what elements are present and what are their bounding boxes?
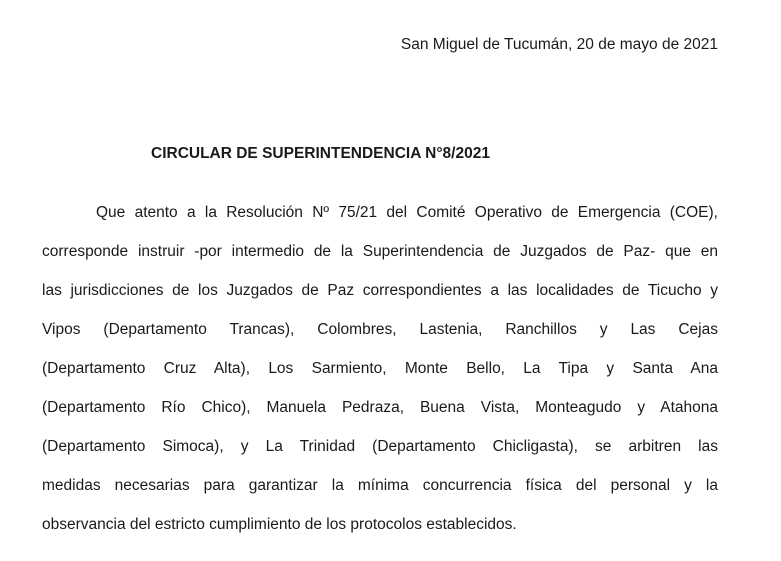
body-line: Vipos (Departamento Trancas), Colombres, Lastenia, Ranchillos y Las Cejas [42, 321, 718, 338]
document-date: San Miguel de Tucumán, 20 de mayo de 2021 [400, 36, 718, 53]
body-line: (Departamento Simoca), y La Trinidad (Departamento Chicligasta), se arbitren las [42, 438, 718, 455]
body-line: corresponde instruir -por intermedio de la Superintendencia de Juzgados de Paz- que en [42, 243, 718, 260]
document-body [42, 193, 718, 544]
body-line: medidas necesarias para garantizar la mínima concurrencia física del personal y la [42, 477, 718, 494]
document-title: CIRCULAR DE SUPERINTENDENCIA N°8/2021 [151, 145, 490, 162]
body-line: (Departamento Cruz Alta), Los Sarmiento, Monte Bello, La Tipa y Santa Ana [42, 360, 718, 377]
body-line: observancia del estricto cumplimiento de los protocolos establecidos. [42, 516, 517, 533]
body-line: (Departamento Río Chico), Manuela Pedraza, Buena Vista, Monteagudo y Atahona [42, 399, 718, 416]
body-line: las jurisdicciones de los Juzgados de Paz correspondientes a las localidades de Ticucho y [42, 282, 718, 299]
body-line: Que atento a la Resolución Nº 75/21 del Comité Operativo de Emergencia (COE), [96, 204, 718, 221]
